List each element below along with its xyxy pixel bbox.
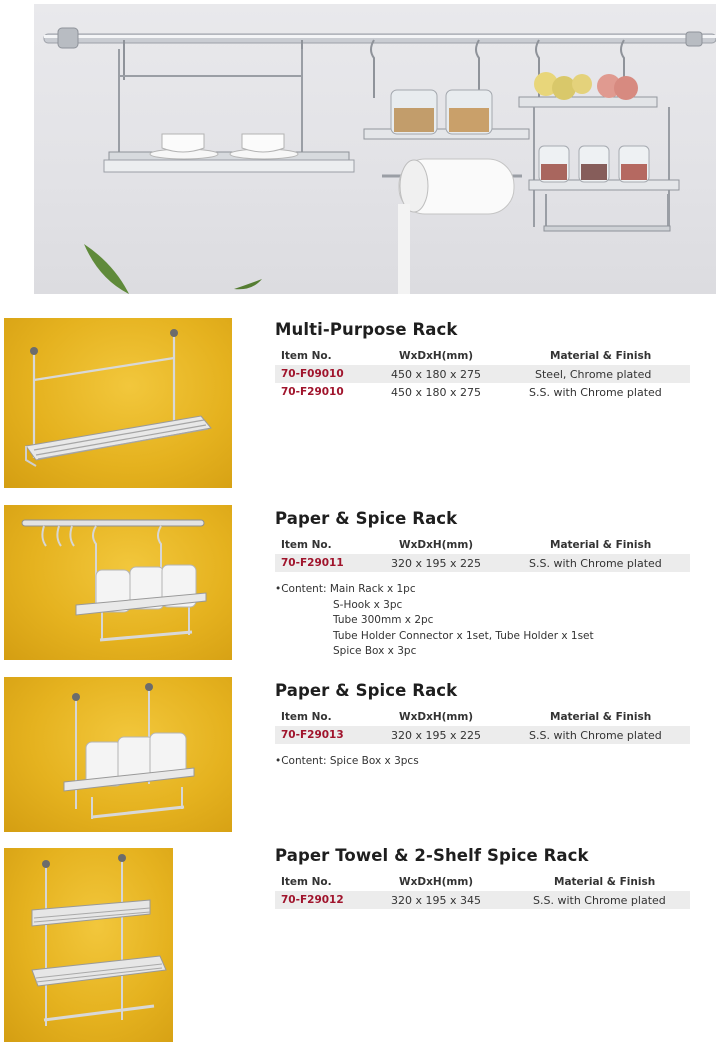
content-line: Spice Box x 3pc xyxy=(333,645,417,657)
product-block-multi-purpose-rack xyxy=(275,320,695,401)
hero-illustration xyxy=(34,4,716,294)
content-line: Tube 300mm x 2pc xyxy=(333,614,434,626)
content-label: •Content: xyxy=(275,755,327,767)
product-title: Paper & Spice Rack xyxy=(275,509,458,528)
product-block-paper-spice-rack-2 xyxy=(275,681,695,770)
header-dimensions: WxDxH(mm) xyxy=(399,876,474,888)
header-material: Material & Finish xyxy=(554,876,656,888)
item-dimensions: 450 x 180 x 275 xyxy=(391,368,481,381)
spec-table xyxy=(275,708,690,744)
paper-towel-2-shelf-rack-illustration xyxy=(4,848,173,1042)
header-item-no: Item No. xyxy=(281,711,332,723)
header-dimensions: WxDxH(mm) xyxy=(399,350,474,362)
multi-purpose-rack-illustration xyxy=(4,318,232,488)
item-material: S.S. with Chrome plated xyxy=(533,894,666,907)
paper-spice-rack-wall-illustration xyxy=(4,677,232,832)
item-code: 70-F29013 xyxy=(281,729,344,741)
content-list xyxy=(275,582,695,660)
item-material: S.S. with Chrome plated xyxy=(529,386,662,399)
item-dimensions: 450 x 180 x 275 xyxy=(391,386,481,399)
item-code: 70-F29011 xyxy=(281,557,344,569)
content-line xyxy=(275,582,695,598)
item-dimensions: 320 x 195 x 225 xyxy=(391,729,481,742)
spec-header-row xyxy=(275,347,690,365)
content-item: Main Rack x 1pc xyxy=(329,583,416,595)
product-title: Paper & Spice Rack xyxy=(275,681,458,700)
header-material: Material & Finish xyxy=(550,711,652,723)
content-item: Spice Box x 3pcs xyxy=(329,755,419,767)
product-photo-paper-spice-rack-wall xyxy=(4,677,232,832)
spec-row xyxy=(275,383,690,401)
spec-table xyxy=(275,873,690,909)
product-title: Paper Towel & 2-Shelf Spice Rack xyxy=(275,846,589,865)
header-material: Material & Finish xyxy=(550,539,652,551)
product-photo-paper-spice-rack xyxy=(4,505,232,660)
spec-row xyxy=(275,726,690,744)
item-material: S.S. with Chrome plated xyxy=(529,729,662,742)
content-line xyxy=(275,754,695,770)
hero-photo xyxy=(34,4,716,294)
item-code: 70-F09010 xyxy=(281,368,344,380)
spec-header-row xyxy=(275,708,690,726)
item-code: 70-F29010 xyxy=(281,386,344,398)
paper-spice-rack-illustration xyxy=(4,505,232,660)
header-item-no: Item No. xyxy=(281,350,332,362)
item-dimensions: 320 x 195 x 225 xyxy=(391,557,481,570)
product-title: Multi-Purpose Rack xyxy=(275,320,458,339)
spec-table xyxy=(275,536,690,572)
header-dimensions: WxDxH(mm) xyxy=(399,539,474,551)
content-label: •Content: xyxy=(275,583,327,595)
spec-header-row xyxy=(275,873,690,891)
item-code: 70-F29012 xyxy=(281,894,344,906)
header-material: Material & Finish xyxy=(550,350,652,362)
product-photo-paper-towel-2-shelf-rack xyxy=(4,848,173,1042)
product-block-paper-towel-2-shelf-spice-rack xyxy=(275,846,695,909)
content-list xyxy=(275,754,695,770)
spec-header-row xyxy=(275,536,690,554)
product-photo-multi-purpose-rack xyxy=(4,318,232,488)
content-line: S-Hook x 3pc xyxy=(333,598,403,611)
spec-row xyxy=(275,891,690,909)
header-item-no: Item No. xyxy=(281,876,332,888)
spec-row xyxy=(275,554,690,572)
product-block-paper-spice-rack-1 xyxy=(275,509,695,660)
header-item-no: Item No. xyxy=(281,539,332,551)
item-material: Steel, Chrome plated xyxy=(535,368,652,381)
content-line: Tube Holder Connector x 1set, Tube Holder x 1set xyxy=(333,629,594,642)
item-material: S.S. with Chrome plated xyxy=(529,557,662,570)
header-dimensions: WxDxH(mm) xyxy=(399,711,474,723)
spec-table xyxy=(275,347,690,401)
spec-row xyxy=(275,365,690,383)
item-dimensions: 320 x 195 x 345 xyxy=(391,894,481,907)
